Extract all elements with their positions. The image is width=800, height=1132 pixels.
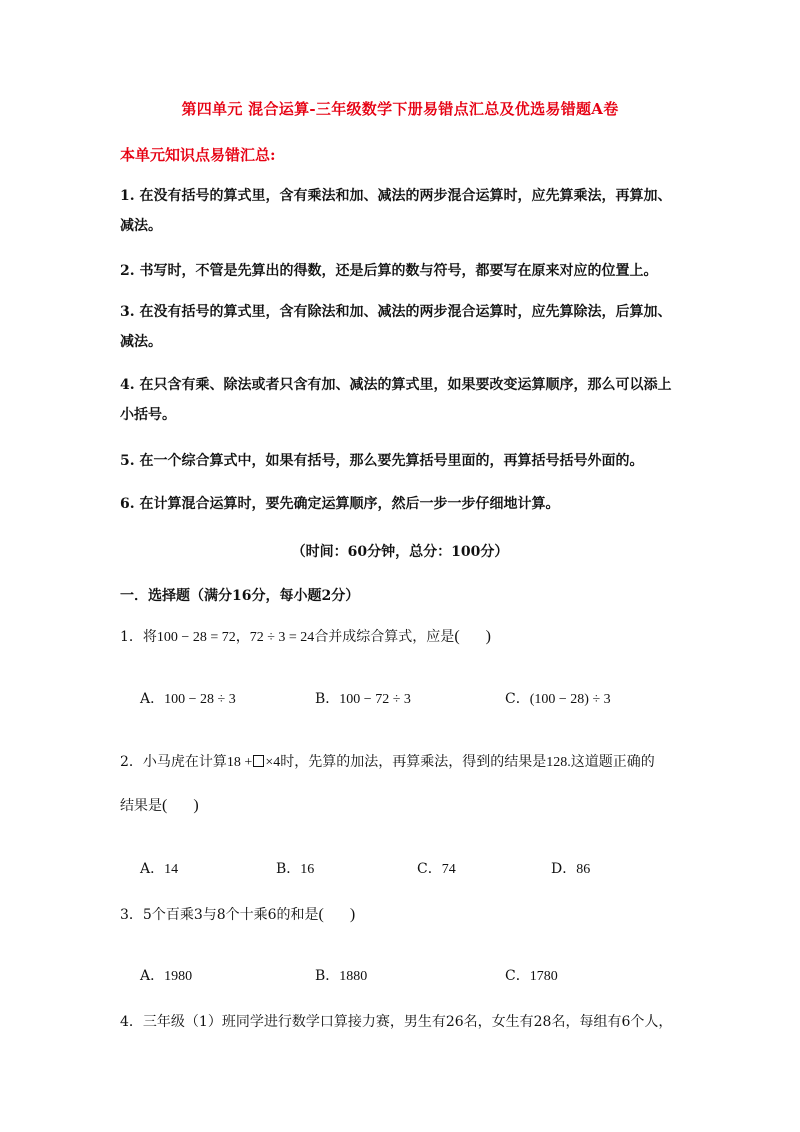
- q2-line2: 结果是: [120, 798, 162, 814]
- blank-box-icon: [253, 755, 264, 767]
- option-label: C．: [417, 861, 442, 877]
- option-label: C．: [505, 968, 530, 984]
- q1-sep: ，: [235, 629, 250, 645]
- q2-option-c[interactable]: [417, 858, 456, 878]
- option-label: A．: [140, 691, 165, 707]
- paren-open: (: [162, 797, 168, 814]
- answer-blank[interactable]: [454, 628, 491, 645]
- paren-open: (: [318, 906, 324, 923]
- q3-text: 3．5个百乘3与8个十乘6的和是: [120, 907, 319, 923]
- q2-mid: 时，先算的加法，再算乘法，得到的结果是: [280, 754, 547, 770]
- option-label: D．: [551, 861, 577, 877]
- q2-expr-b: ×4: [265, 755, 281, 770]
- knowledge-point-4: 4. 在只含有乘、除法或者只含有加、减法的算式里，如果要改变运算顺序，那么可以添上小括号。: [120, 377, 672, 423]
- option-value: (100 − 28) ÷ 3: [529, 692, 611, 707]
- q2-option-b[interactable]: [276, 858, 314, 878]
- q1-suffix: 合并成综合算式，应是: [314, 629, 455, 645]
- option-label: B．: [315, 691, 340, 707]
- q3-option-c[interactable]: [505, 965, 558, 985]
- exam-info: （时间：60分钟，总分：100分）: [291, 544, 509, 560]
- q1-prefix: 1．将: [120, 629, 157, 645]
- question-4: 4．三年级（1）班同学进行数学口算接力赛，男生有26名，女生有28名，每组有6个人，: [120, 1014, 673, 1030]
- option-value: 100 − 72 ÷ 3: [339, 692, 411, 707]
- q1-option-c[interactable]: [505, 688, 611, 708]
- q2-tail: 这道题正确的: [570, 754, 655, 770]
- paren-close: ): [485, 628, 491, 645]
- q2-option-a[interactable]: [140, 858, 178, 878]
- paren-close: ): [193, 797, 199, 814]
- knowledge-point-6: 6. 在计算混合运算时，要先确定运算顺序，然后一步一步仔细地计算。: [120, 496, 560, 512]
- q2-expr-a: 18 +: [226, 755, 253, 770]
- knowledge-point-1: 1. 在没有括号的算式里，含有乘法和加、减法的两步混合运算时，应先算乘法，再算加、减法。: [120, 188, 672, 234]
- paren-open: (: [454, 628, 460, 645]
- page-title: 第四单元 混合运算-三年级数学下册易错点汇总及优选易错题A卷: [181, 100, 619, 118]
- q2-result: 128.: [546, 755, 571, 770]
- q1-expr2: 72 ÷ 3 = 24: [249, 630, 315, 645]
- q3-option-b[interactable]: [315, 965, 367, 985]
- paren-close: ): [349, 906, 356, 923]
- summary-heading: 本单元知识点易错汇总:: [120, 146, 276, 164]
- option-value: 1780: [529, 969, 558, 984]
- q2-prefix: 2．小马虎在计算: [120, 754, 227, 770]
- answer-blank[interactable]: [162, 797, 199, 814]
- q2-option-d[interactable]: [551, 858, 590, 878]
- question-2: [120, 751, 655, 771]
- option-label: B．: [276, 861, 301, 877]
- knowledge-point-5: 5. 在一个综合算式中，如果有括号，那么要先算括号里面的，再算括号括号外面的。: [120, 453, 644, 469]
- option-value: 1880: [339, 969, 368, 984]
- knowledge-point-2: 2. 书写时，不管是先算出的得数，还是后算的数与符号，都要写在原来对应的位置上。: [120, 263, 658, 279]
- option-value: 1980: [164, 969, 193, 984]
- option-label: A．: [140, 861, 165, 877]
- question-1: [120, 626, 491, 646]
- q1-option-b[interactable]: [315, 688, 411, 708]
- answer-blank[interactable]: [319, 906, 356, 923]
- option-value: 14: [164, 862, 179, 877]
- option-value: 86: [576, 862, 591, 877]
- section-heading: 一．选择题（满分16分，每小题2分）: [120, 588, 360, 604]
- option-value: 100 − 28 ÷ 3: [164, 692, 236, 707]
- question-2-line2: [120, 795, 199, 815]
- option-label: C．: [505, 691, 530, 707]
- knowledge-point-3: 3. 在没有括号的算式里，含有除法和加、减法的两步混合运算时，应先算除法，后算加、减法。: [120, 304, 672, 350]
- q3-option-a[interactable]: [140, 965, 192, 985]
- q1-expr1: 100 − 28 = 72: [156, 630, 236, 645]
- option-label: B．: [315, 968, 340, 984]
- option-label: A．: [140, 968, 165, 984]
- option-value: 74: [441, 862, 456, 877]
- q1-option-a[interactable]: [140, 688, 236, 708]
- question-3: [120, 904, 355, 924]
- option-value: 16: [300, 862, 315, 877]
